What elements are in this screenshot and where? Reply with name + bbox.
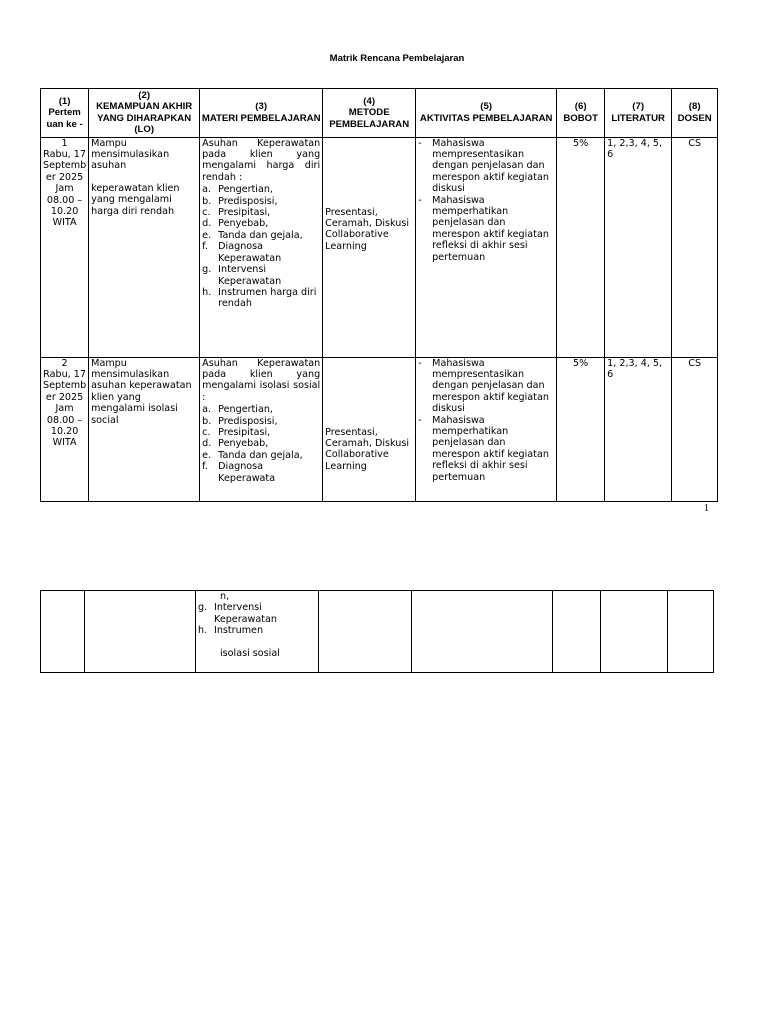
method-cell: Presentasi, Ceramah, Diskusi Collaborative Learning	[323, 137, 416, 357]
header-label-weight: BOBOT	[563, 112, 598, 124]
table-row	[41, 357, 718, 501]
activity-cell	[416, 137, 557, 357]
activity-text: Mahasiswa mempresentasikan dengan penjelasan dan merespon aktif kegiatan diskusi	[432, 137, 549, 195]
material-cell: n, g. Intervensi Keperawatan h. Instrumen isolasi sosial	[196, 591, 319, 673]
lo-cell	[85, 591, 196, 673]
header-cell: (7) LITERATUR	[605, 89, 672, 138]
weight-cell: 5%	[557, 137, 605, 357]
method-cell	[319, 591, 412, 673]
material-item	[202, 427, 320, 438]
material-item	[202, 218, 320, 229]
meeting-cell: 2 Rabu, 17 Septemb er 2025 Jam 08.00 – 10.20 WITA	[41, 357, 89, 501]
material-item	[202, 461, 320, 484]
table-row	[41, 591, 714, 673]
material-item	[202, 184, 320, 195]
activity-item	[418, 138, 554, 195]
list-item-text: Instrumen harga diri rendah	[218, 286, 317, 310]
list-item-text: Diagnosa Keperawata	[218, 461, 276, 484]
header-cell: (3) MATERI PEMBELAJARAN	[200, 89, 323, 138]
meeting-cell	[41, 591, 85, 673]
list-marker: a.	[202, 184, 212, 196]
literature-cell	[601, 591, 668, 673]
header-cell: (8) DOSEN	[672, 89, 718, 138]
list-marker: a.	[202, 404, 212, 416]
list-marker: h.	[202, 286, 212, 298]
material-item	[202, 287, 320, 310]
list-item-text: Tanda dan gejala,	[218, 449, 303, 461]
dash-marker: -	[418, 414, 422, 426]
activity-text: Mahasiswa mempresentasikan dengan penjelasan dan merespon aktif kegiatan diskusi	[432, 357, 549, 415]
lecturer-cell: CS	[672, 357, 718, 501]
continuation-table	[40, 590, 714, 673]
header-cell: (1) Pertem uan ke -	[41, 89, 89, 138]
list-item-text: Instrumen	[214, 625, 264, 637]
list-item-text: Predisposisi,	[218, 415, 278, 427]
header-cell: (5) AKTIVITAS PEMBELAJARAN	[416, 89, 557, 138]
list-item-text: Presipitasi,	[218, 427, 271, 439]
literature-cell: 1, 2,3, 4, 5, 6	[605, 357, 672, 501]
list-marker: f.	[202, 241, 208, 253]
list-item-text: Penyebab,	[218, 218, 269, 230]
list-item-text: Penyebab,	[218, 438, 269, 450]
header-label-method: METODE PEMBELAJARAN	[329, 107, 410, 130]
list-item-text: Intervensi Keperawatan	[214, 602, 277, 625]
list-item-text: Intervensi Keperawatan	[218, 264, 282, 287]
activity-item	[418, 358, 554, 415]
list-marker: g.	[202, 264, 212, 276]
list-marker: g.	[198, 602, 208, 614]
list-marker: b.	[202, 415, 212, 427]
list-marker: h.	[198, 625, 208, 637]
material-item	[202, 230, 320, 241]
list-item-text: Pengertian,	[218, 184, 273, 196]
material-list	[202, 184, 320, 309]
header-label-literature: LITERATUR	[611, 112, 665, 124]
material-item	[202, 264, 320, 287]
material-cell: Asuhan Keperawatan pada klien yang mengalami isolasi sosial : a. Pengertian, b. Predisposisi, c. Presipitasi, d. Penyebab, e. Tanda dan gejala, f. Diagnosa Keperawata	[200, 357, 323, 501]
list-marker: c.	[202, 427, 211, 439]
list-marker: e.	[202, 229, 212, 241]
header-cell: (6) BOBOT	[557, 89, 605, 138]
list-item-text: Predisposisi,	[218, 195, 278, 207]
document-title: Matrik Rencana Pembelajaran	[329, 53, 465, 64]
activity-text: Mahasiswa memperhatikan penjelasan dan merespon aktif kegiatan refleksi di akhir sesi pertemuan	[432, 414, 549, 483]
list-marker: d.	[202, 438, 212, 450]
activity-cell	[416, 357, 557, 501]
dash-marker: -	[418, 357, 422, 369]
lo-cell: Mampu mensimulasikan asuhan keperawatan klien yang mengalami harga diri rendah	[89, 137, 200, 357]
material-list	[198, 602, 316, 636]
activity-cell	[412, 591, 553, 673]
header-label-meeting: Pertem uan ke -	[46, 107, 83, 130]
method-cell: Presentasi, Ceramah, Diskusi Collaborative Learning	[323, 357, 416, 501]
list-item-text: Presipitasi,	[218, 207, 271, 219]
material-item	[202, 416, 320, 427]
material-item	[198, 625, 316, 636]
material-item	[202, 438, 320, 449]
activity-list	[418, 138, 554, 263]
weight-cell	[553, 591, 601, 673]
list-marker: e.	[202, 449, 212, 461]
page-number: 1	[704, 503, 709, 514]
header-label-lo: KEMAMPUAN AKHIR YANG DIHARAPKAN (LO)	[96, 101, 193, 136]
activity-text: Mahasiswa memperhatikan penjelasan dan merespon aktif kegiatan refleksi di akhir sesi pertemuan	[432, 194, 549, 263]
material-item	[202, 241, 320, 264]
material-cell: Asuhan Keperawatan pada klien yang mengalami harga diri rendah : a. Pengertian, b. Predisposisi, c. Presipitasi, d. Penyebab, e. Tanda dan gejala, f. Diagnosa Keperawatan g. Intervensi Keperawatan h. Instrumen harga diri rendah	[200, 137, 323, 357]
table-row	[41, 137, 718, 357]
activity-item	[418, 415, 554, 483]
header-label-lecturer: DOSEN	[677, 112, 712, 124]
literature-cell: 1, 2,3, 4, 5, 6	[605, 137, 672, 357]
header-cell: (2) KEMAMPUAN AKHIR YANG DIHARAPKAN (LO)	[89, 89, 200, 138]
header-cell: (4) METODE PEMBELAJARAN	[323, 89, 416, 138]
header-label-material: MATERI PEMBELAJARAN	[201, 112, 321, 124]
material-item	[202, 404, 320, 415]
lecturer-cell: CS	[672, 137, 718, 357]
weight-cell: 5%	[557, 357, 605, 501]
header-row	[41, 89, 718, 138]
meeting-cell: 1 Rabu, 17 Septemb er 2025 Jam 08.00 – 10.20 WITA	[41, 137, 89, 357]
material-list	[202, 404, 320, 484]
activity-list	[418, 358, 554, 483]
list-marker: f.	[202, 461, 208, 473]
list-marker: b.	[202, 195, 212, 207]
list-item-text: Pengertian,	[218, 404, 273, 416]
learning-plan-table	[40, 88, 718, 502]
lecturer-cell	[668, 591, 714, 673]
dash-marker: -	[418, 137, 422, 149]
material-item	[202, 450, 320, 461]
lo-cell: Mampu mensimulasikan asuhan keperawatan klien yang mengalami isolasi social	[89, 357, 200, 501]
activity-item	[418, 195, 554, 263]
material-item	[198, 602, 316, 625]
material-item	[202, 207, 320, 218]
list-marker: c.	[202, 207, 211, 219]
list-marker: d.	[202, 218, 212, 230]
list-item-text: Diagnosa Keperawatan	[218, 241, 282, 264]
material-item	[202, 196, 320, 207]
dash-marker: -	[418, 194, 422, 206]
header-label-activity: AKTIVITAS PEMBELAJARAN	[419, 112, 553, 124]
list-item-text: Tanda dan gejala,	[218, 229, 303, 241]
